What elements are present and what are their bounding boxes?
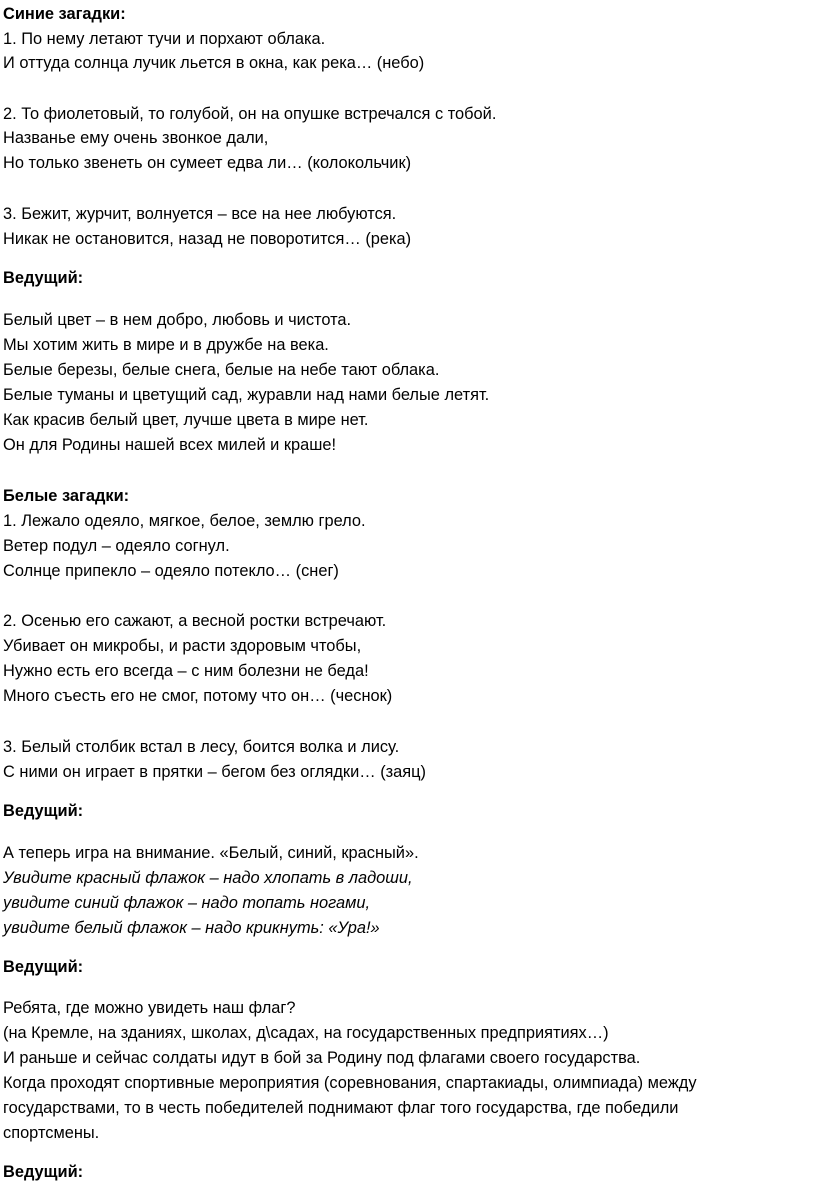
host-label: Ведущий: (3, 958, 84, 976)
blue-riddle-2-line-1: 2. То фиолетовый, то голубой, он на опушке встречался с тобой. (3, 105, 497, 123)
host-1-line-4: Белые туманы и цветущий сад, журавли над нами белые летят. (3, 386, 490, 404)
host-3-line-4: Когда проходят спортивные мероприятия (соревнования, спартакиады, олимпиада) между (3, 1074, 697, 1092)
host-label: Ведущий: (3, 802, 84, 820)
blue-riddle-1-line-1: 1. По нему летают тучи и порхают облака. (3, 30, 326, 48)
host-label: Ведущий: (3, 1163, 84, 1181)
blue-riddle-3-line-1: 3. Бежит, журчит, волнуется – все на нее любуются. (3, 205, 397, 223)
blue-riddle-1-line-2: И оттуда солнца лучик льется в окна, как река… (небо) (3, 54, 425, 72)
white-riddles-heading: Белые загадки: (3, 487, 130, 505)
white-riddle-3-line-1: 3. Белый столбик встал в лесу, боится волка и лису. (3, 738, 400, 756)
host-2-rule-1: Увидите красный флажок – надо хлопать в ладоши, (3, 869, 413, 887)
host-3-line-1: Ребята, где можно увидеть наш флаг? (3, 999, 296, 1017)
white-riddle-2-line-1: 2. Осенью его сажают, а весной ростки встречают. (3, 612, 387, 630)
white-riddle-2-line-4: Много съесть его не смог, потому что он… (чеснок) (3, 687, 393, 705)
host-label: Ведущий: (3, 269, 84, 287)
host-1-line-3: Белые березы, белые снега, белые на небе тают облака. (3, 361, 440, 379)
host-3-line-5: государствами, то в честь победителей поднимают флаг того государства, где победили (3, 1099, 679, 1117)
white-riddle-1-line-3: Солнце припекло – одеяло потекло… (снег) (3, 562, 339, 580)
blue-riddle-2-line-3: Но только звенеть он сумеет едва ли… (колокольчик) (3, 154, 412, 172)
white-riddle-2-line-3: Нужно есть его всегда – с ним болезни не беда! (3, 662, 369, 680)
blue-riddle-3-line-2: Никак не остановится, назад не поворотится… (река) (3, 230, 412, 248)
host-2-rule-2: увидите синий флажок – надо топать ногами, (3, 894, 370, 912)
host-2-rule-3: увидите белый флажок – надо крикнуть: «Ура!» (3, 919, 380, 937)
host-1-line-1: Белый цвет – в нем добро, любовь и чистота. (3, 311, 352, 329)
white-riddle-1-line-1: 1. Лежало одеяло, мягкое, белое, землю грело. (3, 512, 366, 530)
host-1-line-2: Мы хотим жить в мире и в дружбе на века. (3, 336, 329, 354)
blue-riddles-heading: Синие загадки: (3, 5, 126, 23)
host-3-line-2: (на Кремле, на зданиях, школах, д\садах, на государственных предприятиях…) (3, 1024, 609, 1042)
white-riddle-3-line-2: С ними он играет в прятки – бегом без оглядки… (заяц) (3, 763, 427, 781)
host-3-line-6: спортсмены. (3, 1124, 100, 1142)
host-1-line-5: Как красив белый цвет, лучше цвета в мире нет. (3, 411, 369, 429)
host-1-line-6: Он для Родины нашей всех милей и краше! (3, 436, 337, 454)
host-2-intro: А теперь игра на внимание. «Белый, синий, красный». (3, 844, 419, 862)
host-3-line-3: И раньше и сейчас солдаты идут в бой за Родину под флагами своего государства. (3, 1049, 641, 1067)
white-riddle-1-line-2: Ветер подул – одеяло согнул. (3, 537, 230, 555)
blue-riddle-2-line-2: Названье ему очень звонкое дали, (3, 129, 269, 147)
white-riddle-2-line-2: Убивает он микробы, и расти здоровым чтобы, (3, 637, 362, 655)
